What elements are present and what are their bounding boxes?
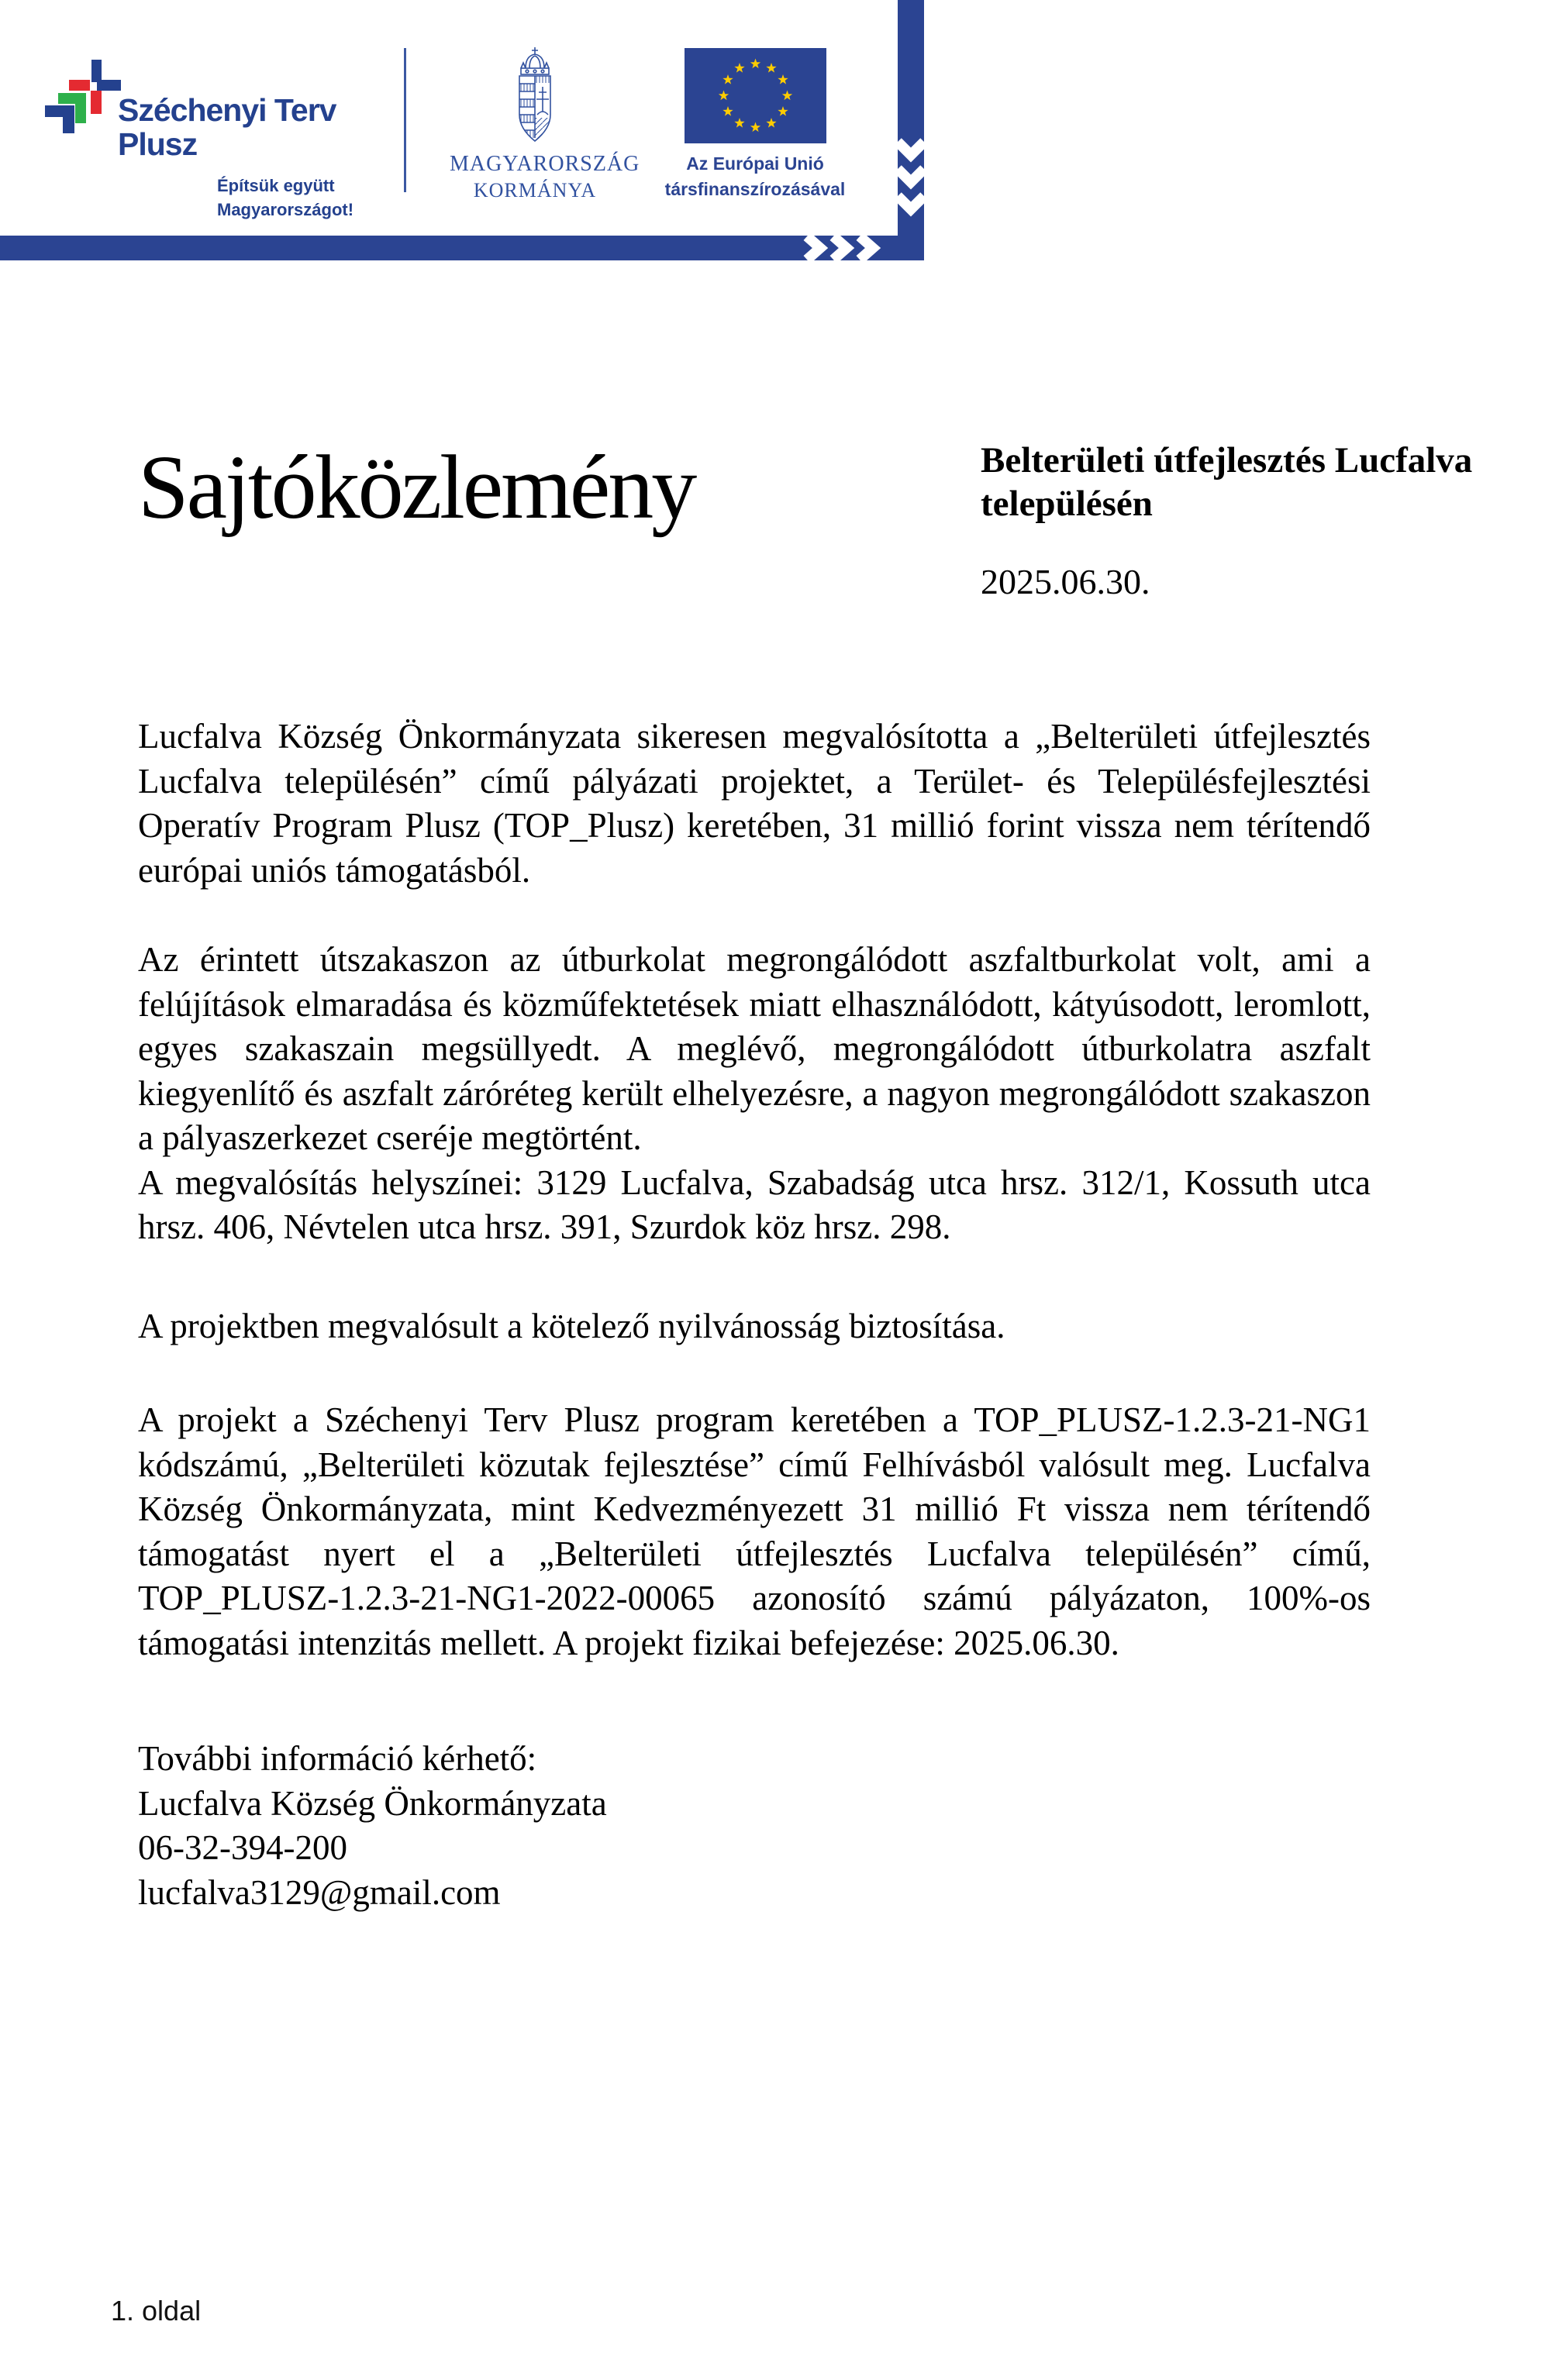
press-release-body [138, 715, 1371, 1915]
body-paragraph-2b: A megvalósítás helyszínei: 3129 Lucfalva, Szabadság utca hrsz. 312/1, Kossuth utca hrsz. 406, Névtelen utca hrsz. 391, Szurdok köz hrsz. 298. [138, 1162, 1371, 1246]
hungary-coat-of-arms-icon [510, 46, 560, 144]
body-paragraph-4: A projekt a Széchenyi Terv Plusz program keretében a TOP_PLUSZ-1.2.3-21-NG1 kódszámú, „Belterületi közutak fejlesztése” című Felhívásból valósult meg. Lucfalva Község Önkormányzata, mint Kedvezményezett 31 millió Ft vissza nem térítendő támogatást nyert el a „Belterületi útfejlesztés Lucfalva településén” című, TOP_PLUSZ-1.2.3-21-NG1-2022-00065 azonosító számú pályázaton, 100%-os támogatási intenzitás mellett. A projekt fizikai befejezése: 2025.06.30. [138, 1400, 1371, 1662]
project-title-line1: Belterületi útfejlesztés Lucfalva [981, 440, 1473, 480]
header-divider-line [404, 48, 406, 192]
contact-organization: Lucfalva Község Önkormányzata [138, 1783, 607, 1823]
government-logo-line1: MAGYARORSZÁG [450, 152, 640, 176]
eu-caption-line1: Az Európai Unió [686, 153, 824, 174]
eu-cofunding-logo [642, 48, 868, 202]
hungarian-government-logo [450, 46, 640, 201]
eu-caption-line2: társfinanszírozásával [664, 179, 846, 199]
body-paragraph-2: Az érintett útszakaszon az útburkolat megrongálódott aszfaltburkolat volt, ami a felújítások elmaradása és közműfektetések miatt elhasználódott, kátyúsodott, leromlott, egyes szakaszain megsüllyedt. A meglévő, megrongálódott útburkolatra aszfalt kiegyenlítő és aszfalt záróréteg került elhelyezésre, a nagyon megrongálódott szakaszon a pályaszerkezet cseréje megtörtént. [138, 940, 1371, 1157]
szechenyi-logo-line1: Széchenyi Terv [118, 92, 336, 128]
government-logo-line2: KORMÁNYA [473, 179, 597, 201]
document-date: 2025.06.30. [981, 562, 1150, 601]
body-paragraph-3: A projektben megvalósult a kötelező nyilvánosság biztosítása. [138, 1306, 1005, 1345]
page-title: Sajtóközlemény [138, 436, 695, 538]
body-paragraph-1: Lucfalva Község Önkormányzata sikeresen megvalósította a „Belterületi útfejlesztés Lucfalva településén” című pályázati projektet, a Terület- és Településfejlesztési Operatív Program Plusz (TOP_Plusz) keretében, 31 millió forint vissza nem térítendő európai uniós támogatásból. [138, 717, 1371, 890]
project-title-line2: településén [981, 484, 1153, 524]
project-title-block [981, 439, 1477, 601]
contact-email: lucfalva3129@gmail.com [138, 1872, 501, 1912]
szechenyi-logo-tagline: Építsük együtt Magyarországot! [217, 176, 354, 219]
szechenyi-logo-line2: Plusz [118, 126, 198, 162]
contact-heading: További információ kérhető: [138, 1739, 537, 1778]
eu-flag-icon [685, 48, 826, 143]
page-number-label: 1. oldal [111, 2295, 202, 2327]
contact-block [138, 1737, 1371, 1915]
contact-phone: 06-32-394-200 [138, 1828, 347, 1867]
